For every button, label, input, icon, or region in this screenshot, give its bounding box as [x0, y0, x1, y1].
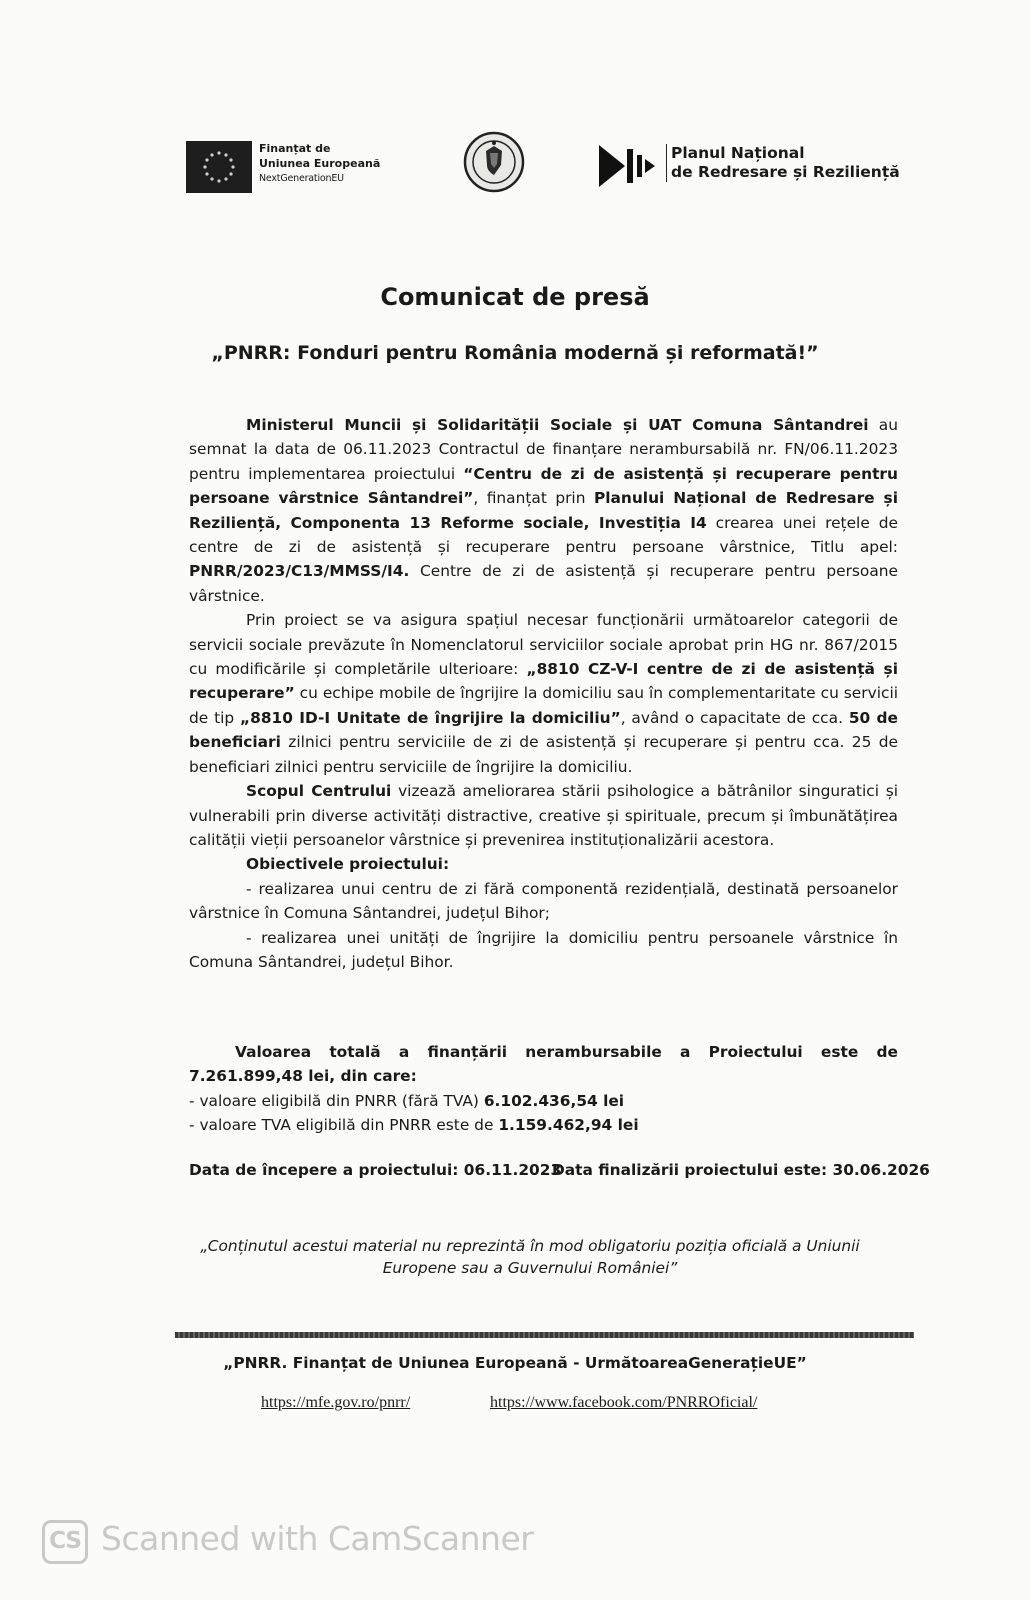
financing-section — [189, 1040, 898, 1138]
pnrr-line-2: de Redresare și Reziliență — [671, 163, 900, 181]
objective-item: - realizarea unei unități de îngrijire la domiciliu pentru persoanele vârstnice în Comuna Sântandrei, județul Bihor. — [189, 928, 898, 971]
eu-line-2: Uniunea Europeană — [259, 157, 381, 170]
objective-item: - realizarea unui centru de zi fără componentă rezidențială, destinată persoanelor vârstnice în Comuna Sântandrei, județul Bihor; — [189, 879, 898, 923]
text-run: Centre de zi de asistență și recuperare pentru persoane vârstnice. — [189, 562, 898, 605]
beneficiaries-count: 50 de beneficiari — [189, 708, 898, 752]
footer-divider — [175, 1332, 914, 1338]
financing-eligible — [189, 1089, 898, 1113]
camscanner-logo-icon: CS — [42, 1520, 88, 1564]
text-run: , finanțat prin — [473, 489, 594, 508]
vat-amount: 1.159.462,94 lei — [498, 1116, 639, 1135]
end-date: Data finalizării proiectului este: 30.06.2026 — [552, 1161, 930, 1179]
text-run: vizează ameliorarea stării psihologice a bătrânilor singuratici și vulnerabili prin diverse activități distractive, creative și spirituale, precum și îmbunătățirea calității vieții persoanelor vârstnice și prevenirea instituționalizării acestora. — [189, 782, 899, 849]
paragraph-services — [189, 608, 898, 779]
project-name: “Centru de zi de asistență și recuperare pentru persoane vârstnice Sântandrei” — [189, 464, 898, 508]
text-run: Prin proiect se va asigura spațiul necesar funcționării următoarelor categorii de servicii sociale prevăzute în Nomenclatorul serviciilor sociale aprobat prin HG nr. 867/2015 cu modificările și completările ulterioare: — [189, 611, 898, 679]
mfe-link[interactable]: https://mfe.gov.ro/pnrr/ — [261, 1394, 411, 1411]
page-title: Comunicat de presă — [380, 283, 650, 311]
eu-funding-label — [259, 141, 380, 186]
eu-flag-icon — [186, 141, 252, 193]
text-run: cu echipe mobile de îngrijire la domiciliu sau în complementaritate cu servicii de tip — [189, 684, 898, 727]
start-date: Data de începere a proiectului: 06.11.2023 — [189, 1161, 562, 1179]
objectives-title: Obiectivele proiectului: — [246, 855, 450, 874]
disclaimer: „Conținutul acestui material nu reprezintă în mod obligatoriu poziția oficială a Uniunii Europene sau a Guvernului României” — [200, 1237, 860, 1277]
financing-vat — [189, 1113, 898, 1137]
service-code-1: „8810 CZ-V-I centre de zi de asistență și recuperare” — [189, 660, 898, 703]
pnrr-label — [666, 144, 900, 182]
text-run: crearea unei rețele de centre de zi de asistență și recuperare pentru persoane vârstnice, Titlu apel: — [189, 513, 898, 557]
eligible-amount: 6.102.436,54 lei — [483, 1091, 625, 1110]
press-release-body — [189, 413, 898, 974]
text-run: , având o capacitate de cca. — [620, 708, 849, 727]
parties-text: Ministerul Muncii și Solidarității Sociale și UAT Comuna Sântandrei — [246, 416, 869, 434]
pnrr-logo-icon — [599, 145, 657, 187]
call-code: PNRR/2023/C13/MMSS/I4. — [189, 562, 410, 581]
text-run: - valoare eligibilă din PNRR (fără TVA) — [189, 1091, 484, 1110]
purpose-label: Scopul Centrului — [246, 782, 392, 801]
footer-slogan: „PNRR. Finanțat de Uniunea Europeană - UrmătoareaGenerațieUE” — [223, 1354, 807, 1372]
financing-total: Valoarea totală a finanțării nerambursabile a Proiectului este de 7.261.899,48 lei, din care: — [189, 1043, 898, 1086]
paragraph-purpose — [189, 779, 898, 852]
text-run: zilnici pentru serviciile de zi de asistență și recuperare și pentru cca. 25 de beneficiari zilnici pentru serviciile de îngrijire la domiciliu. — [189, 733, 898, 776]
facebook-link[interactable]: https://www.facebook.com/PNRROficial/ — [490, 1394, 758, 1411]
camscanner-watermark: Scanned with CamScanner — [101, 1519, 534, 1558]
service-code-2: „8810 ID-I Unitate de îngrijire la domiciliu” — [240, 708, 621, 727]
paragraph-contract — [189, 413, 898, 608]
page-subtitle: „PNRR: Fonduri pentru România modernă și reformată!” — [211, 342, 819, 364]
text-run: au semnat la data de 06.11.2023 Contractul de finanțare nerambursabilă nr. FN/06.11.2023 pentru implementarea proiectului — [189, 416, 898, 483]
text-run: - valoare TVA eligibilă din PNRR este de — [189, 1116, 499, 1135]
program-name: Planului Național de Redresare și Reziliență, Componenta 13 Reforme sociale, Investiția I4 — [189, 489, 898, 532]
eu-line-1: Finanțat de — [259, 142, 331, 155]
eu-line-3: NextGenerationEU — [259, 173, 344, 184]
pnrr-line-1: Planul Național — [671, 144, 805, 162]
government-seal-icon — [463, 131, 525, 193]
